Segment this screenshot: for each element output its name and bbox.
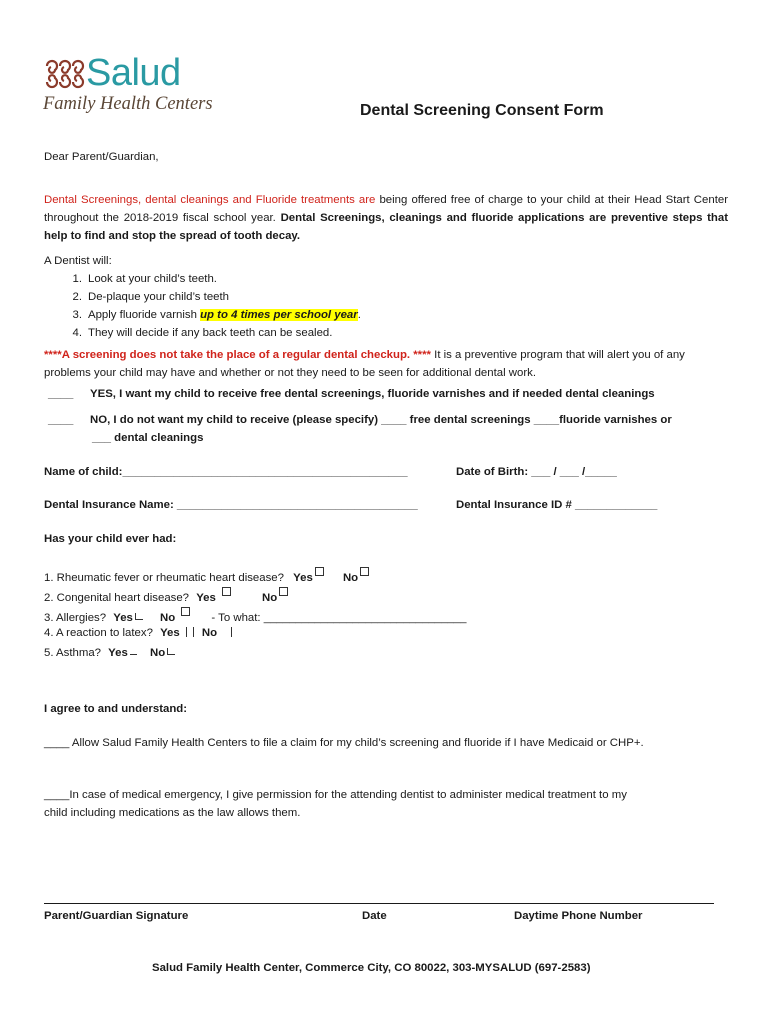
history-q3: 3. Allergies? Yes No - To what: ________________________________ — [44, 607, 466, 624]
claim-consent-line[interactable]: ____ Allow Salud Family Health Centers to file a claim for my child’s screening and fluoride if I have Medicaid or CHP+. — [44, 737, 644, 749]
child-name-field[interactable]: Name of child:_____________________________________________ — [44, 466, 408, 478]
insurance-id-field[interactable]: Dental Insurance ID # _____________ — [456, 499, 658, 511]
list-item: 1. Look at your child’s teeth. — [72, 273, 217, 285]
emergency-consent-line[interactable]: ____In case of medical emergency, I give permission for the attending dentist to administer medical treatment to my — [44, 789, 627, 801]
intro-bold-text: Dental Screenings, cleanings and fluoride applications are preventive steps that help to find and stop the spread of tooth decay. — [44, 212, 728, 242]
no-option-text-line2: ___ dental cleanings — [92, 432, 204, 444]
history-heading: Has your child ever had: — [44, 533, 177, 545]
no-option-text: NO, I do not want my child to receive (please specify) ____ free dental screenings ____fluoride varnishes or — [90, 414, 672, 426]
salud-swirl-icon — [44, 58, 86, 90]
history-q2: 2. Congenital heart disease? Yes No — [44, 587, 288, 604]
insurance-name-field[interactable]: Dental Insurance Name: ______________________________________ — [44, 499, 418, 511]
checkbox-icon[interactable] — [222, 587, 231, 596]
history-q5: 5. Asthma? Yes No — [44, 647, 175, 659]
list-item: 2. De-plaque your child’s teeth — [72, 291, 229, 303]
intro-normal-text: being offered free of charge to your child at their Head Start Center throughout the 2018-2019 fiscal school year. — [44, 194, 728, 224]
no-option-blank[interactable]: ____ — [48, 414, 74, 426]
checkbox-icon[interactable] — [315, 567, 324, 576]
intro-red-text: Dental Screenings, dental cleanings and Fluoride treatments are — [44, 194, 376, 206]
warning-red-text: ****A screening does not take the place of a regular dental checkup. **** — [44, 349, 431, 361]
checkbox-icon[interactable] — [186, 627, 187, 637]
date-label: Date — [362, 910, 387, 922]
checkbox-icon[interactable] — [130, 648, 137, 655]
warning-paragraph — [44, 346, 728, 382]
salud-logo — [40, 52, 240, 118]
greeting: Dear Parent/Guardian, — [44, 151, 159, 163]
agree-heading: I agree to and understand: — [44, 703, 188, 715]
yes-option-text: YES, I want my child to receive free dental screenings, fluoride varnishes and if needed dental cleanings — [90, 388, 655, 400]
warning-normal-text: It is a preventive program that will alert you of any problems your child may have and whether or not they need to be seen for additional dental work. — [44, 349, 685, 379]
checkbox-icon[interactable] — [279, 587, 288, 596]
list-item: 4. They will decide if any back teeth can be sealed. — [72, 327, 333, 339]
list-item: 3. Apply fluoride varnish up to 4 times per school year. — [72, 309, 361, 321]
logo-subtitle: Family Health Centers — [43, 94, 213, 114]
emergency-consent-line2: child including medications as the law allows them. — [44, 807, 301, 819]
signature-line[interactable] — [44, 903, 714, 904]
checkbox-icon[interactable] — [360, 567, 369, 576]
dentist-heading: A Dentist will: — [44, 255, 112, 267]
intro-paragraph — [44, 191, 728, 245]
dentist-steps — [44, 252, 361, 342]
footer-address: Salud Family Health Center, Commerce City, CO 80022, 303-MYSALUD (697-2583) — [152, 962, 591, 974]
dob-field[interactable]: Date of Birth: ___ / ___ /_____ — [456, 466, 617, 478]
checkbox-icon[interactable] — [231, 627, 232, 637]
phone-label: Daytime Phone Number — [514, 910, 643, 922]
highlighted-text: up to 4 times per school year — [200, 309, 358, 321]
history-q4: 4. A reaction to latex? Yes No — [44, 627, 235, 639]
checkbox-icon[interactable] — [167, 648, 175, 655]
checkbox-icon[interactable] — [135, 613, 143, 620]
checkbox-icon[interactable] — [181, 607, 190, 616]
history-q1: 1. Rheumatic fever or rheumatic heart disease? Yes No — [44, 567, 369, 584]
yes-option-blank[interactable]: ____ — [48, 388, 74, 400]
logo-name: Salud — [86, 52, 181, 94]
guardian-signature-label: Parent/Guardian Signature — [44, 910, 189, 922]
form-title: Dental Screening Consent Form — [360, 102, 604, 119]
